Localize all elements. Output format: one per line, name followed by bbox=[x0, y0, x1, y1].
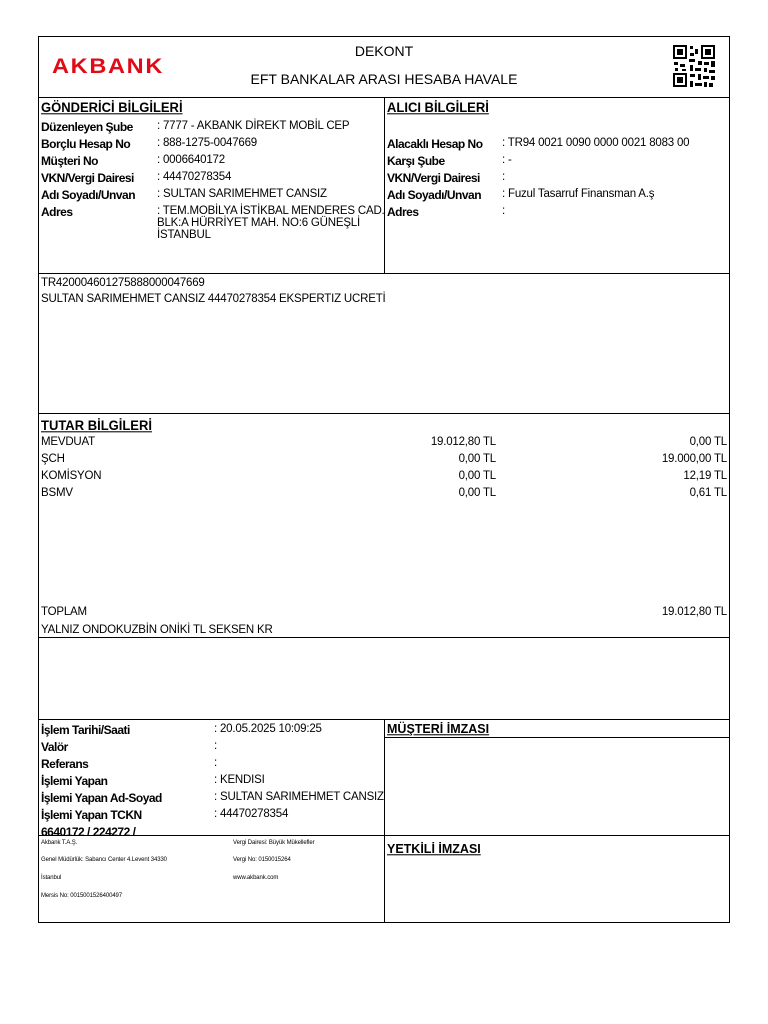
divider bbox=[38, 637, 730, 638]
receiver-value: : bbox=[502, 171, 505, 183]
divider bbox=[38, 835, 730, 836]
divider bbox=[38, 273, 730, 274]
document-subtitle: EFT BANKALAR ARASI HESABA HAVALE bbox=[250, 71, 518, 87]
footer-tax-office: Vergi Dairesi: Büyük Mükellefler bbox=[233, 840, 315, 846]
qr-code-icon bbox=[673, 45, 715, 87]
amount-label: KOMİSYON bbox=[41, 470, 102, 482]
transaction-label: İşlemi Yapan TCKN bbox=[41, 808, 142, 822]
footer-mersis: Mersis No: 0015001526400497 bbox=[41, 893, 123, 899]
sender-label: Borçlu Hesap No bbox=[41, 137, 131, 151]
authorized-signature-heading: YETKİLİ İMZASI bbox=[387, 841, 481, 857]
total-in-words: YALNIZ ONDOKUZBİN ONİKİ TL SEKSEN KR bbox=[41, 624, 273, 636]
transaction-label: İşlemi Yapan bbox=[41, 774, 108, 788]
sender-label: Düzenleyen Şube bbox=[41, 120, 133, 134]
transaction-value: : 44470278354 bbox=[214, 808, 289, 820]
description-iban: TR420004601275888000047669 bbox=[41, 277, 205, 289]
sender-value: : 44470278354 bbox=[157, 171, 232, 183]
receiver-heading: ALICI BİLGİLERİ bbox=[387, 99, 489, 116]
sender-value: : 0006640172 bbox=[157, 154, 225, 166]
transaction-label: İşlemi Yapan Ad-Soyad bbox=[41, 791, 162, 805]
footer-city: İstanbul bbox=[41, 875, 62, 881]
receiver-label: Alacaklı Hesap No bbox=[387, 137, 483, 151]
sender-heading: GÖNDERİCİ BİLGİLERİ bbox=[41, 99, 183, 116]
footer-website: www.akbank.com bbox=[233, 875, 279, 881]
sender-address-line1: : TEM.MOBİLYA İSTİKBAL MENDERES CAD. bbox=[157, 205, 385, 217]
total-label: TOPLAM bbox=[41, 606, 87, 618]
sender-value: : 7777 - AKBANK DİREKT MOBİL CEP bbox=[157, 120, 350, 132]
divider bbox=[384, 737, 730, 738]
sender-label: Adres bbox=[41, 205, 73, 219]
transaction-value: : SULTAN SARIMEHMET CANSIZ bbox=[214, 791, 384, 803]
amount-label: MEVDUAT bbox=[41, 436, 95, 448]
amount-debit: 0,00 TL bbox=[458, 470, 496, 482]
transaction-value: : KENDISI bbox=[214, 774, 265, 786]
amount-credit: 0,61 TL bbox=[689, 487, 727, 499]
transaction-label: Valör bbox=[41, 740, 68, 754]
receiver-value: : TR94 0021 0090 0000 0021 8083 00 bbox=[502, 137, 690, 149]
receiver-label: VKN/Vergi Dairesi bbox=[387, 171, 480, 185]
receiver-label: Adres bbox=[387, 205, 419, 219]
amount-debit: 0,00 TL bbox=[458, 453, 496, 465]
customer-signature-heading: MÜŞTERİ İMZASI bbox=[387, 721, 490, 737]
transaction-value: : bbox=[214, 740, 217, 752]
footer-address: Genel Müdürlük: Sabancı Center 4.Levent 34330 bbox=[41, 857, 167, 863]
amount-label: ŞCH bbox=[41, 453, 65, 465]
sender-address-line2: BLK:A HÜRRİYET MAH. NO:6 GÜNEŞLİ bbox=[157, 217, 360, 229]
receiver-label: Karşı Şube bbox=[387, 154, 445, 168]
amount-label: BSMV bbox=[41, 487, 73, 499]
amount-credit: 19.000,00 TL bbox=[661, 453, 727, 465]
total-value: 19.012,80 TL bbox=[661, 606, 727, 618]
footer-company: Akbank T.A.Ş. bbox=[41, 840, 78, 846]
sender-address-line3: İSTANBUL bbox=[157, 229, 211, 241]
document-title: DEKONT bbox=[354, 43, 414, 59]
divider bbox=[38, 413, 730, 414]
receiver-value: : - bbox=[502, 154, 512, 166]
sender-label: VKN/Vergi Dairesi bbox=[41, 171, 134, 185]
receiver-value: : bbox=[502, 205, 505, 217]
sender-value: : SULTAN SARIMEHMET CANSIZ bbox=[157, 188, 327, 200]
transaction-code: 6640172 / 224272 / bbox=[41, 825, 136, 839]
amount-credit: 12,19 TL bbox=[683, 470, 727, 482]
transaction-label: Referans bbox=[41, 757, 89, 771]
transaction-value: : bbox=[214, 757, 217, 769]
amount-debit: 0,00 TL bbox=[458, 487, 496, 499]
sender-label: Adı Soyadı/Unvan bbox=[41, 188, 136, 202]
transaction-value: : 20.05.2025 10:09:25 bbox=[214, 723, 322, 735]
sender-label: Müşteri No bbox=[41, 154, 99, 168]
receiver-label: Adı Soyadı/Unvan bbox=[387, 188, 482, 202]
divider bbox=[384, 719, 385, 923]
footer-tax-no: Vergi No: 0150015264 bbox=[233, 857, 291, 863]
transaction-label: İşlem Tarihi/Saati bbox=[41, 723, 130, 737]
divider bbox=[384, 97, 385, 273]
sender-value: : 888-1275-0047669 bbox=[157, 137, 257, 149]
amount-credit: 0,00 TL bbox=[689, 436, 727, 448]
akbank-logo: AKBANK bbox=[52, 55, 164, 78]
amounts-heading: TUTAR BİLGİLERİ bbox=[41, 417, 152, 434]
receiver-value: : Fuzul Tasarruf Finansman A.ş bbox=[502, 188, 655, 200]
amount-debit: 19.012,80 TL bbox=[430, 436, 496, 448]
description-text: SULTAN SARIMEHMET CANSIZ 44470278354 EKSPERTIZ UCRETİ bbox=[41, 293, 386, 305]
